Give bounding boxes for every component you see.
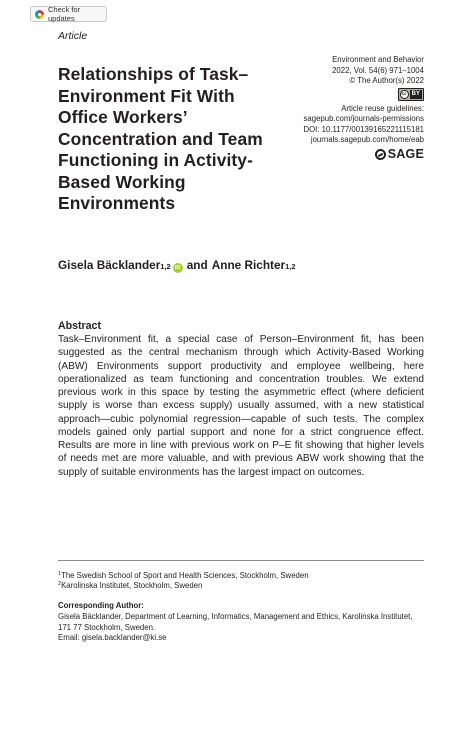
corresponding-author-block [58,612,424,644]
sage-logo-text: SAGE [387,146,424,161]
reuse-guidelines-link[interactable]: sagepub.com/journals-permissions [303,114,424,123]
author-affiliation-marker: 1,2 [160,262,171,271]
doi-link[interactable]: DOI: 10.1177/00139165221115181 [303,124,424,134]
author-name: Anne Richter [211,258,286,272]
article-title: Relationships of Task–Environment Fit With Office Workers’ Concentration and Team Functioning in Activity-Based Working Environments [58,64,263,213]
journal-name: Environment and Behavior [332,55,424,64]
by-icon: BY [411,90,420,97]
cc-by-license-badge[interactable] [398,88,424,101]
author-affiliation-marker: 1,2 [285,262,296,271]
corresponding-author-heading: Corresponding Author: [58,601,144,610]
journal-home-link[interactable]: journals.sagepub.com/home/eab [310,135,424,144]
affiliation-number: 2 [58,581,62,587]
affiliation-text: The Swedish School of Sport and Health Sciences, Stockholm, Sweden [61,571,309,580]
abstract-heading: Abstract [58,320,101,332]
author-list [58,258,296,273]
author-joiner: and [186,258,208,272]
affiliation-number: 1 [58,571,62,577]
author-name: Gisela Bäcklander [58,258,161,272]
check-for-updates-label: Check for updates [48,5,81,23]
affiliation-text: Karolinska Institutet, Stockholm, Sweden [61,581,203,590]
crossmark-icon [35,10,44,19]
footnote-divider [58,560,424,561]
orcid-icon[interactable]: iD [173,263,183,273]
affiliation-line [58,579,202,592]
reuse-guidelines-label: Article reuse guidelines: [341,103,424,113]
abstract-body: Task–Environment fit, a special case of Person–Environment fit, has been suggested as the central mechanism through which Activity-Based Working (ABW) Environments support productivity and employee wellbeing, here operationalized as team functioning and concentration troubles. We extend previous work in this space by testing the asymmetric effect (where deficient supply is worse than excess supply) usually assumed, with a new statistical approach—cubic polynomial regression—capable of such tests. The complex models gained only partial support and none for a strict congruence effect. Results are more in line with previous work on P–E fit showing that higher levels of needs met are more valuable, and with previous ABW work showing that the supply of suitable environments has the largest impact on outcomes. [58,334,424,478]
sage-logo [375,146,424,161]
corresponding-author-address: Gisela Bäcklander, Department of Learning, Informatics, Management and Ethics, Karolinska Institutet, 171 77 Stockholm, Sweden. [58,612,413,632]
check-for-updates-button[interactable] [30,6,107,22]
corresponding-author-email[interactable]: Email: gisela.backlander@ki.se [58,633,167,643]
sage-logo-icon [375,149,386,160]
journal-copyright: © The Author(s) 2022 [349,76,424,85]
journal-citation: 2022, Vol. 54(6) 971–1004 [332,65,424,75]
cc-icon: cc [400,90,409,99]
article-type-label: Article [58,30,88,42]
journal-meta [264,55,424,163]
